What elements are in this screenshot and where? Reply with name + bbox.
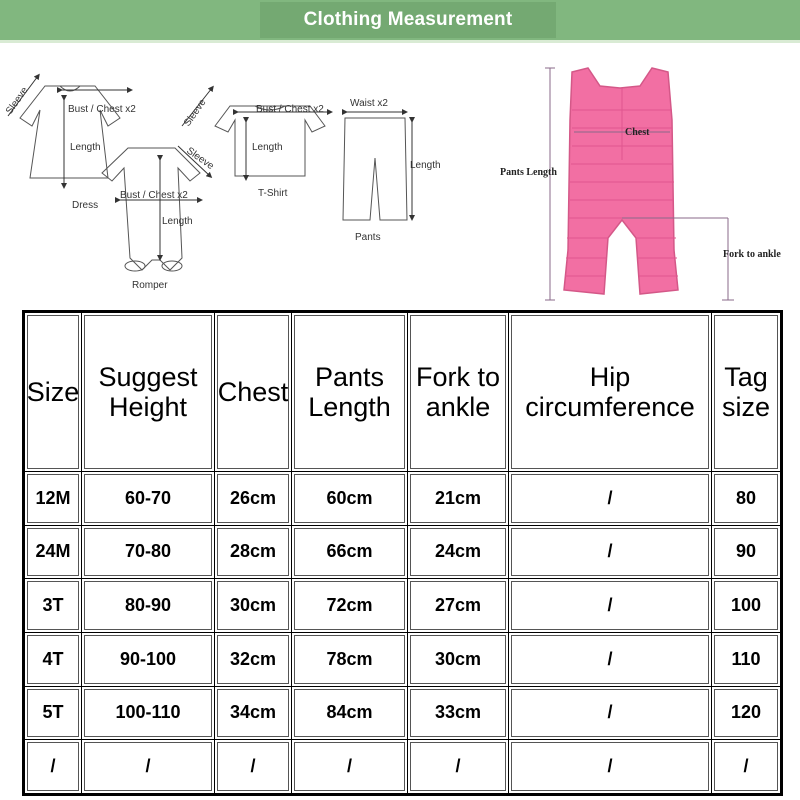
header-tag-size: Tag size (712, 312, 782, 472)
tshirt-length-label: Length (252, 142, 283, 153)
table-row (24, 686, 782, 740)
cell-suggest-height: 90-100 (82, 632, 215, 686)
cell-pants-length: 84cm (292, 686, 408, 740)
table-row (24, 525, 782, 579)
cell-tag-size: 90 (712, 525, 782, 579)
cell-pants-length: 60cm (292, 471, 408, 525)
table-row (24, 471, 782, 525)
header-pants-length: Pants Length (292, 312, 408, 472)
header-fork-to-ankle: Fork to ankle (408, 312, 509, 472)
header-hip-circumference: Hip circumference (509, 312, 712, 472)
cell-tag-size: 100 (712, 579, 782, 633)
cell-suggest-height: 60-70 (82, 471, 215, 525)
size-chart-table (22, 310, 783, 796)
table-row (24, 740, 782, 795)
cell-size: 5T (24, 686, 82, 740)
cell-fork-to-ankle: 27cm (408, 579, 509, 633)
table-header-row (24, 312, 782, 472)
cell-hip-circumference: / (509, 686, 712, 740)
cell-pants-length: 72cm (292, 579, 408, 633)
cell-pants-length: 66cm (292, 525, 408, 579)
cell-pants-length: 78cm (292, 632, 408, 686)
fork-to-ankle-callout: Fork to ankle (723, 249, 781, 260)
cell-chest: 26cm (215, 471, 292, 525)
cell-pants-length: / (292, 740, 408, 795)
cell-hip-circumference: / (509, 525, 712, 579)
cell-fork-to-ankle: 33cm (408, 686, 509, 740)
overall-measurement-illustration (490, 50, 800, 310)
pants-name-label: Pants (355, 232, 381, 243)
dress-sleeve-label: Sleeve (4, 85, 31, 117)
cell-size: 3T (24, 579, 82, 633)
tshirt-sleeve-label: Sleeve (182, 97, 209, 129)
cell-fork-to-ankle: 30cm (408, 632, 509, 686)
cell-tag-size: 80 (712, 471, 782, 525)
romper-drawing (102, 148, 200, 271)
tshirt-drawing (215, 106, 325, 176)
cell-hip-circumference: / (509, 740, 712, 795)
garment-diagrams (0, 48, 520, 298)
romper-name-label: Romper (132, 280, 168, 291)
header-size: Size (24, 312, 82, 472)
romper-bust-label: Bust / Chest x2 (120, 190, 188, 201)
header-chest: Chest (215, 312, 292, 472)
table-row (24, 632, 782, 686)
dress-name-label: Dress (72, 200, 99, 211)
header-suggest-height: Suggest Height (82, 312, 215, 472)
cell-suggest-height: 80-90 (82, 579, 215, 633)
dress-bust-label: Bust / Chest x2 (68, 104, 136, 115)
cell-tag-size: 110 (712, 632, 782, 686)
page-title: Clothing Measurement schemes (260, 2, 556, 38)
cell-tag-size: 120 (712, 686, 782, 740)
cell-suggest-height: 70-80 (82, 525, 215, 579)
cell-fork-to-ankle: 21cm (408, 471, 509, 525)
cell-size: 12M (24, 471, 82, 525)
cell-chest: 34cm (215, 686, 292, 740)
cell-chest: 30cm (215, 579, 292, 633)
chest-label: Chest (625, 127, 650, 138)
table-row (24, 579, 782, 633)
pants-length-callout: Pants Length (500, 167, 557, 178)
cell-suggest-height: 100-110 (82, 686, 215, 740)
cell-chest: 28cm (215, 525, 292, 579)
pink-overall-drawing (564, 68, 678, 294)
romper-sleeve-label: Sleeve (184, 145, 216, 172)
cell-hip-circumference: / (509, 632, 712, 686)
pants-waist-label: Waist x2 (350, 98, 388, 109)
tshirt-bust-label: Bust / Chest x2 (256, 104, 324, 115)
cell-chest: 32cm (215, 632, 292, 686)
cell-size: / (24, 740, 82, 795)
cell-size: 4T (24, 632, 82, 686)
cell-suggest-height: / (82, 740, 215, 795)
cell-chest: / (215, 740, 292, 795)
pants-drawing (343, 118, 407, 220)
cell-size: 24M (24, 525, 82, 579)
cell-hip-circumference: / (509, 471, 712, 525)
cell-fork-to-ankle: / (408, 740, 509, 795)
pants-length-label: Length (410, 160, 441, 171)
dress-drawing (20, 86, 120, 178)
dress-length-label: Length (70, 142, 101, 153)
cell-tag-size: / (712, 740, 782, 795)
cell-fork-to-ankle: 24cm (408, 525, 509, 579)
tshirt-name-label: T-Shirt (258, 188, 288, 199)
romper-length-label: Length (162, 216, 193, 227)
header-banner (0, 0, 800, 66)
cell-hip-circumference: / (509, 579, 712, 633)
